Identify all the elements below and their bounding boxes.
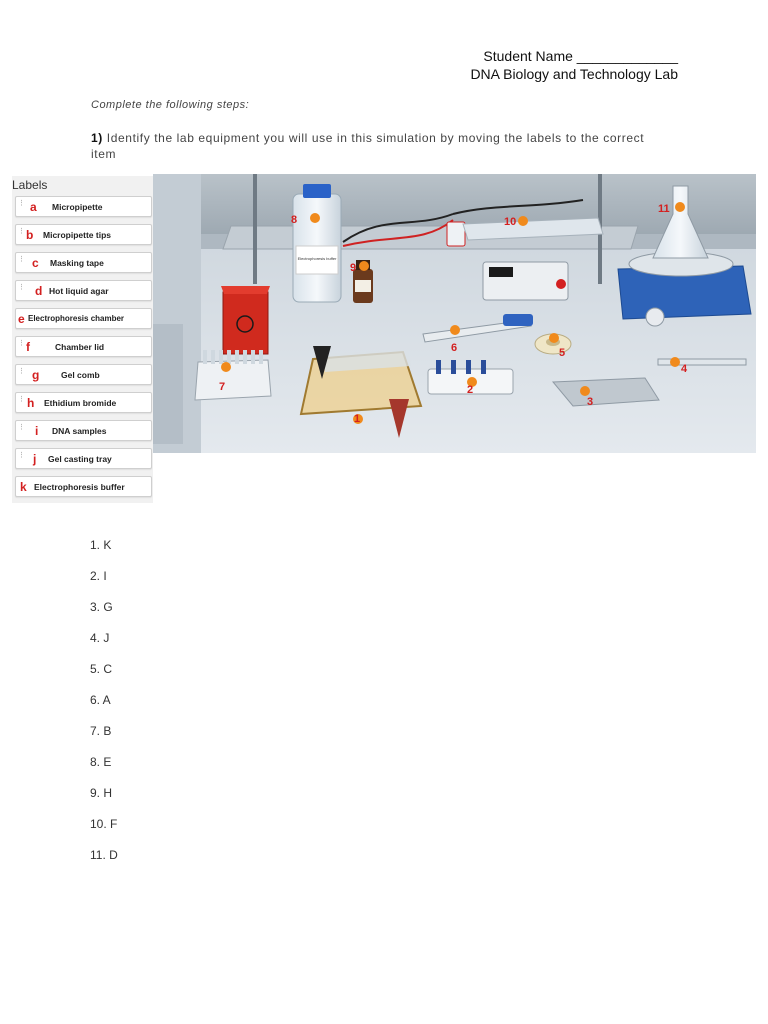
marker-dot-4[interactable] bbox=[670, 357, 680, 367]
lid-connector bbox=[447, 222, 465, 246]
marker-number-8: 8 bbox=[291, 214, 298, 226]
power-button-icon bbox=[556, 279, 566, 289]
marker-number-10: 10 bbox=[504, 216, 517, 228]
drag-handle-icon: ⋮ bbox=[18, 368, 25, 375]
ethidium-label bbox=[355, 280, 371, 292]
stirrer-knob-icon bbox=[646, 308, 664, 326]
label-text: Electrophoresis chamber bbox=[28, 314, 125, 323]
answer-item: 4. J bbox=[90, 631, 110, 645]
label-text: Gel comb bbox=[61, 369, 100, 380]
marker-dot-11[interactable] bbox=[675, 202, 685, 212]
label-letter: i bbox=[35, 423, 39, 438]
answer-item: 9. H bbox=[90, 786, 113, 800]
label-text: Masking tape bbox=[50, 257, 104, 268]
lab-bench-scene bbox=[153, 174, 756, 453]
document-header bbox=[470, 47, 678, 83]
answer-item: 7. B bbox=[90, 724, 112, 738]
label-letter: e bbox=[18, 311, 25, 326]
answer-item: 8. E bbox=[90, 755, 112, 769]
complete-steps-heading: Complete the following steps: bbox=[91, 99, 250, 111]
label-text: Electrophoresis buffer bbox=[34, 481, 125, 492]
label-text: Chamber lid bbox=[55, 341, 105, 352]
biohazard-bin bbox=[223, 292, 268, 354]
marker-dot-6[interactable] bbox=[450, 325, 460, 335]
marker-dot-10[interactable] bbox=[518, 216, 528, 226]
label-text: Hot liquid agar bbox=[49, 285, 109, 296]
marker-number-2: 2 bbox=[467, 384, 474, 396]
labels-panel bbox=[12, 176, 153, 503]
bottle-cap bbox=[303, 184, 331, 198]
drag-handle-icon: ⋮ bbox=[18, 228, 25, 235]
label-i[interactable] bbox=[15, 420, 152, 441]
drag-handle-icon: ⋮ bbox=[18, 256, 25, 263]
label-text: Gel casting tray bbox=[48, 453, 112, 464]
label-text: Micropipette bbox=[52, 201, 103, 212]
label-letter: b bbox=[26, 227, 34, 242]
label-text: Micropipette tips bbox=[43, 229, 112, 240]
pipette-tip-rack bbox=[195, 360, 271, 400]
marker-dot-7[interactable] bbox=[221, 362, 231, 372]
label-letter: a bbox=[30, 199, 37, 214]
lab-title: DNA Biology and Technology Lab bbox=[470, 66, 678, 82]
question-number: 1) bbox=[91, 131, 103, 145]
marker-number-11: 11 bbox=[658, 203, 670, 215]
labels-title: Labels bbox=[12, 178, 48, 192]
drag-handle-icon: ⋮ bbox=[18, 200, 25, 207]
label-letter: c bbox=[32, 255, 39, 270]
marker-dot-3[interactable] bbox=[580, 386, 590, 396]
drag-handle-icon: ⋮ bbox=[18, 340, 25, 347]
answer-item: 11. D bbox=[90, 848, 118, 862]
label-d[interactable] bbox=[15, 280, 152, 301]
answer-item: 3. G bbox=[90, 600, 113, 614]
answer-item: 1. K bbox=[90, 538, 112, 552]
answer-list bbox=[90, 538, 118, 879]
label-j[interactable] bbox=[15, 448, 152, 469]
marker-number-4: 4 bbox=[681, 363, 688, 375]
drag-handle-icon: ⋮ bbox=[18, 452, 25, 459]
label-letter: f bbox=[26, 339, 30, 354]
marker-number-9: 9 bbox=[350, 262, 357, 274]
marker-number-3: 3 bbox=[587, 396, 594, 408]
answer-item: 10. F bbox=[90, 817, 118, 831]
label-letter: j bbox=[33, 451, 37, 466]
marker-number-7: 7 bbox=[219, 381, 226, 393]
answer-item: 5. C bbox=[90, 662, 113, 676]
label-letter: g bbox=[32, 367, 40, 382]
label-f[interactable] bbox=[15, 336, 152, 357]
marker-number-6: 6 bbox=[451, 342, 458, 354]
lab-bench-illustration bbox=[153, 174, 756, 453]
micropipette-plunger bbox=[503, 314, 533, 326]
marker-number-5: 5 bbox=[559, 347, 566, 359]
biohazard-bin-lid bbox=[221, 286, 270, 294]
marker-dot-9[interactable] bbox=[359, 261, 369, 271]
label-c[interactable] bbox=[15, 252, 152, 273]
answer-item: 2. I bbox=[90, 569, 107, 583]
label-a[interactable] bbox=[15, 196, 152, 217]
label-h[interactable] bbox=[15, 392, 152, 413]
label-letter: k bbox=[20, 479, 27, 494]
label-b[interactable] bbox=[15, 224, 152, 245]
drag-handle-icon: ⋮ bbox=[18, 284, 25, 291]
sink-basin bbox=[153, 324, 183, 444]
shelf-post bbox=[253, 174, 257, 284]
label-letter: h bbox=[27, 395, 35, 410]
label-text: Ethidium bromide bbox=[44, 397, 117, 408]
question-1 bbox=[91, 130, 651, 162]
answer-item: 6. A bbox=[90, 693, 111, 707]
drag-handle-icon: ⋮ bbox=[18, 396, 25, 403]
label-g[interactable] bbox=[15, 364, 152, 385]
marker-dot-5[interactable] bbox=[549, 333, 559, 343]
marker-dot-8[interactable] bbox=[310, 213, 320, 223]
marker-number-1: 1 bbox=[354, 413, 361, 425]
label-k[interactable] bbox=[15, 476, 152, 497]
bottle-label-text: Electrophoresis buffer bbox=[297, 256, 337, 261]
student-name-line: Student Name _____________ bbox=[483, 48, 678, 64]
label-e[interactable] bbox=[15, 308, 152, 329]
label-text: DNA samples bbox=[52, 425, 107, 436]
question-text: Identify the lab equipment you will use in this simulation by moving the labels to the correct item bbox=[91, 131, 645, 161]
power-display bbox=[489, 267, 513, 277]
label-letter: d bbox=[35, 283, 43, 298]
drag-handle-icon: ⋮ bbox=[18, 424, 25, 431]
